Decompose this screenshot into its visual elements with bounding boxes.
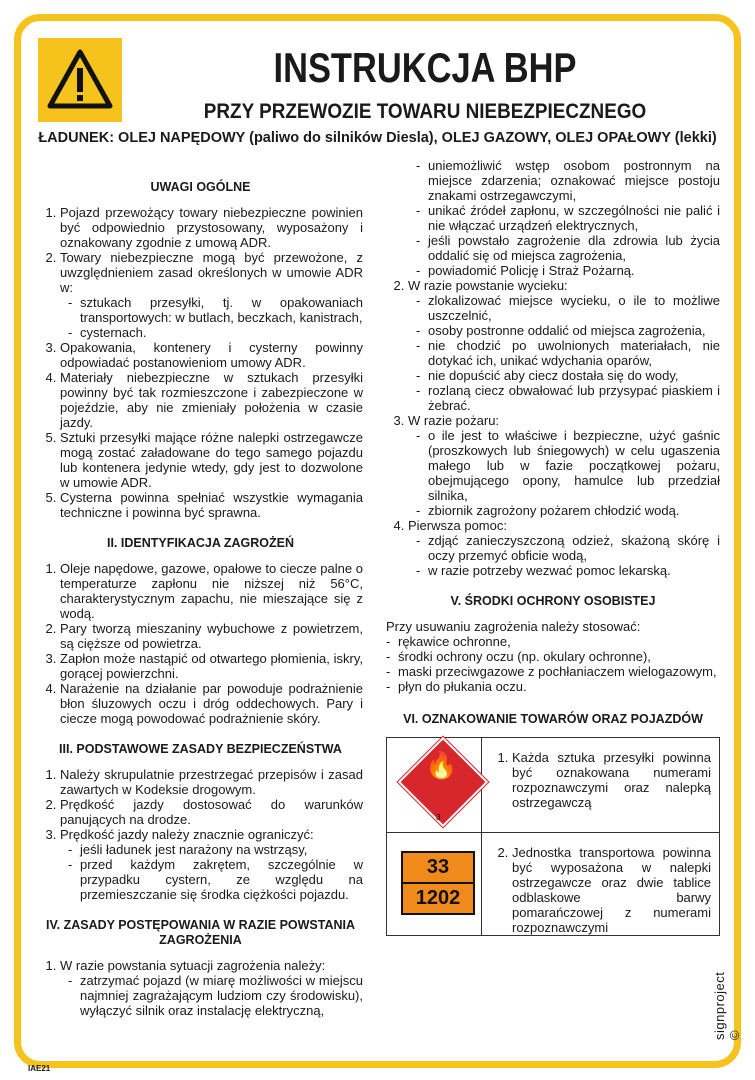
list-item: - nie chodzić po uwolnionych materiałach, nie dotykać ich, unikać wdychania oparów, [416, 338, 720, 368]
diamond-cell [387, 738, 482, 833]
list-item: 5. Sztuki przesyłki mające różne nalepki ostrzegawcze mogą zostać załadowane do tego samego pojazdu lub kontenera jedynie wtedy, gdy jest to dozwolone w umowie ADR. [60, 430, 363, 490]
page-subtitle: PRZY PRZEWOZIE TOWARU NIEBEZPIECZNEGO [203, 100, 647, 123]
sub-list [408, 293, 720, 413]
list-item: 2. W razie powstanie wycieku: - zlokalizować miejsce wycieku, o ile to możliwe uszczelnić, - osoby postronne oddalić od miejsca zagrożenia, - nie chodzić po uwolnionych materiałach, nie dotykać ich, unikać wdychania oparów, - nie dopuścić aby ciecz dostała się do wody, - rozlaną ciecz obwałować lub przysypać piaskiem i żebrać. [408, 278, 720, 413]
sub-list [408, 533, 720, 578]
list-item: 4. Materiały niebezpieczne w sztukach przesyłki powinny być tak rozmieszczone i zabezpieczone w pojeździe, aby nie zmieniały położenia w czasie jazdy. [60, 370, 363, 430]
list-item: 1. W razie powstania sytuacji zagrożenia należy: - zatrzymać pojazd (w miarę możliwości w miejscu najmniej zagrażającym ludziom czy środowisku), wyłączyć silnik oraz instalację elektryczną, [60, 958, 363, 1018]
plate-cell [387, 833, 482, 936]
list-item: - cysternach. [68, 325, 363, 340]
right-column [386, 158, 720, 936]
table-row [387, 833, 720, 936]
marking-table [386, 737, 720, 936]
list-item: - rozlaną ciecz obwałować lub przysypać piaskiem i żebrać. [416, 383, 720, 413]
list-item: - nie dopuścić aby ciecz dostała się do wody, [416, 368, 720, 383]
list-item: - płyn do płukania oczu. [386, 679, 720, 694]
list-item: - powiadomić Policję i Straż Pożarną. [416, 263, 720, 278]
list-item: - zdjąć zanieczyszczoną odzież, skażoną skórę i oczy przemyć obficie wodą, [416, 533, 720, 563]
list-item: 3. W razie pożaru: - o ile jest to właściwe i bezpieczne, użyć gaśnic (proszkowych lub śniegowych) w celu ugaszenia małego lub w fazie początkowej pożaru, obejmującego opony, hamulce lub przedział silnika, - zbiornik zagrożony pożarem chłodzić wodą. [408, 413, 720, 518]
list-item: 2. Prędkość jazdy dostosować do warunków panujących na drodze. [60, 797, 363, 827]
section-marking-title: VI. OZNAKOWANIE TOWARÓW ORAZ POJAZDÓW [403, 712, 703, 726]
copyright-text: signproject © [712, 971, 742, 1040]
sub-list [60, 295, 363, 340]
safety-list [38, 767, 363, 902]
list-item: 2. Towary niebezpieczne mogą być przewożone, z uwzględnieniem zasad określonych w umowie ADR w: - sztukach przesyłki, tj. w opakowaniach transportowych: w butlach, beczkach, kanistrach, - cysternach. [60, 250, 363, 340]
hazard-class-number: 3 [436, 813, 441, 822]
list-item: 1. Pojazd przewożący towary niebezpieczne powinien być odpowiednio przystosowany, wyposażony i oznakowany zgodnie z umową ADR. [60, 205, 363, 250]
list-item: - zbiornik zagrożony pożarem chłodzić wodą. [416, 503, 720, 518]
emergency-sub-list-continued [386, 158, 720, 278]
section-emergency-title: IV. ZASADY POSTĘPOWANIA W RAZIE POWSTANIA ZAGROŻENIA [45, 918, 356, 947]
sub-list [60, 973, 363, 1018]
left-column [38, 170, 363, 1018]
flame-icon: 🔥 [425, 750, 458, 780]
list-item: - sztukach przesyłki, tj. w opakowaniach transportowych: w butlach, beczkach, kanistrach, [68, 295, 363, 325]
list-item: 5. Cysterna powinna spełniać wszystkie wymagania techniczne i powinna być sprawna. [60, 490, 363, 520]
hazard-id-number: 33 [403, 853, 473, 884]
list-item: - zlokalizować miejsce wycieku, o ile to możliwe uszczelnić, [416, 293, 720, 323]
list-item: - maski przeciwgazowe z pochłaniaczem wielogazowym, [386, 664, 720, 679]
list-item: 4. Pierwsza pomoc: - zdjąć zanieczyszczoną odzież, skażoną skórę i oczy przemyć obficie wodą, - w razie potrzeby wezwać pomoc lekarską. [408, 518, 720, 578]
list-item: - uniemożliwić wstęp osobom postronnym na miejsce zdarzenia; oznakować miejsce postoju znakami ostrzegawczymi, [416, 158, 720, 203]
list-item: - przed każdym zakrętem, szczególnie w przypadku cystern, ze względu na przemieszczanie się środka ciężkości pojazdu. [68, 857, 363, 902]
list-item: - zatrzymać pojazd (w miarę możliwości w miejscu najmniej zagrażającym ludziom czy środowisku), wyłączyć silnik oraz instalację elektryczną, [68, 973, 363, 1018]
emergency-list-continued [386, 278, 720, 578]
list-item: 2. Pary tworzą mieszaniny wybuchowe z powietrzem, są cięższe od powietrza. [60, 621, 363, 651]
orange-hazard-plate-icon [401, 851, 475, 915]
list-item: 3. Opakowania, kontenery i cysterny powinny odpowiadać postanowieniom umowy ADR. [60, 340, 363, 370]
emergency-list-start [38, 958, 363, 1018]
list-item: 4. Narażenie na działanie par powoduje podrażnienie błon śluzowych oczu i dróg oddechowych. Pary i ciecze mogą powodować podrażnienie skóry. [60, 681, 363, 726]
list-item: - środki ochrony oczu (np. okulary ochronne), [386, 649, 720, 664]
section-safety-title: III. PODSTAWOWE ZASADY BEZPIECZEŃSTWA [59, 742, 342, 756]
warning-sign [38, 38, 122, 122]
ppe-intro: Przy usuwaniu zagrożenia należy stosować: [386, 619, 641, 634]
section-ppe-title: V. ŚRODKI OCHRONY OSOBISTEJ [450, 594, 656, 608]
cargo-line: ŁADUNEK: OLEJ NAPĘDOWY (paliwo do silników Diesla), OLEJ GAZOWY, OLEJ OPAŁOWY (lekki) [38, 130, 717, 146]
sub-list [408, 428, 720, 518]
list-item: 3. Prędkość jazdy należy znacznie ograniczyć: - jeśli ładunek jest narażony na wstrząsy, - przed każdym zakrętem, szczególnie w przypadku cystern, ze względu na przemieszczanie się środka ciężkości pojazdu. [60, 827, 363, 902]
marking-text-1: 1. Każda sztuka przesyłki powinna być oznakowana numerami rozpoznawczymi oraz nalepką ostrzegawczą [482, 738, 720, 833]
list-item: 1. Należy skrupulatnie przestrzegać przepisów i zasad zawartych w Kodeksie drogowym. [60, 767, 363, 797]
list-item: - unikać źródeł zapłonu, w szczególności nie palić i nie włączać urządzeń elektrycznych, [416, 203, 720, 233]
un-number: 1202 [415, 887, 461, 909]
section-hazards-title: II. IDENTYFIKACJA ZAGROŻEŃ [106, 536, 295, 550]
list-item: - rękawice ochronne, [386, 634, 720, 649]
list-item: - jeśli ładunek jest narażony na wstrząsy, [68, 842, 363, 857]
list-item: - w razie potrzeby wezwać pomoc lekarską. [416, 563, 720, 578]
list-item: - osoby postronne oddalić od miejsca zagrożenia, [416, 323, 720, 338]
hazards-list [38, 561, 363, 726]
list-item: - o ile jest to właściwe i bezpieczne, użyć gaśnic (proszkowych lub śniegowych) w celu ugaszenia małego lub w fazie początkowej pożaru, obejmującego opony, hamulce lub przedział silnika, [416, 428, 720, 503]
list-item: - jeśli powstało zagrożenie dla zdrowia lub życia oddalić się od miejsca zagrożenia, [416, 233, 720, 263]
section-general-title: UWAGI OGÓLNE [150, 180, 251, 194]
sub-list [60, 842, 363, 902]
table-row [387, 738, 720, 833]
list-item: 1. Oleje napędowe, gazowe, opałowe to ciecze palne o temperaturze zapłonu nie niższej niż 56°C, charakterystycznym zapachu, nie mieszające się z wodą. [60, 561, 363, 621]
warning-triangle-icon [46, 46, 114, 114]
marking-text-2: 2. Jednostka transportowa powinna być wyposażona w nalepki ostrzegawcze oraz dwie tablice odblaskowe barwy pomarańczowej z numerami rozpoznawczymi [482, 833, 720, 936]
product-code: IAE21 [28, 1064, 51, 1073]
list-item: 3. Zapłon może nastąpić od otwartego płomienia, iskry, gorącej powierzchni. [60, 651, 363, 681]
page-title: INSTRUKCJA BHP [273, 44, 577, 91]
general-list [38, 205, 363, 520]
ppe-list [386, 634, 720, 694]
